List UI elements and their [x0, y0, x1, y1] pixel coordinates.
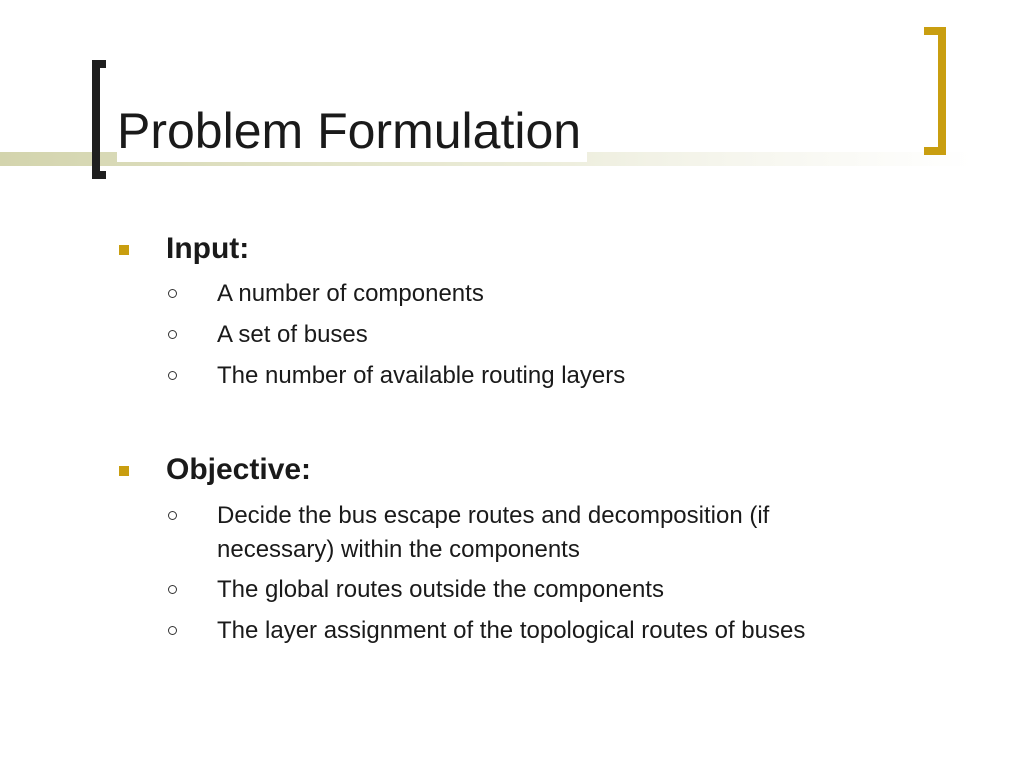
left-bracket-decoration [92, 60, 106, 179]
list-item: Decide the bus escape routes and decomposition (if necessary) within the components [217, 502, 770, 563]
list-item: The layer assignment of the topological routes of buses [217, 617, 806, 644]
section-heading-objective: Objective: [166, 453, 312, 486]
list-item: The number of available routing layers [217, 362, 626, 389]
hollow-circle-bullet-icon [168, 289, 177, 298]
list-item: A number of components [217, 280, 484, 307]
list-item: A set of buses [217, 321, 368, 348]
right-bracket-decoration [924, 27, 946, 155]
section-heading-input: Input: [166, 232, 250, 265]
square-bullet-icon [119, 245, 129, 255]
hollow-circle-bullet-icon [168, 585, 177, 594]
slide-title: Problem Formulation [117, 100, 587, 162]
list-item: The global routes outside the components [217, 576, 664, 603]
hollow-circle-bullet-icon [168, 330, 177, 339]
square-bullet-icon [119, 466, 129, 476]
hollow-circle-bullet-icon [168, 511, 177, 520]
hollow-circle-bullet-icon [168, 371, 177, 380]
hollow-circle-bullet-icon [168, 626, 177, 635]
